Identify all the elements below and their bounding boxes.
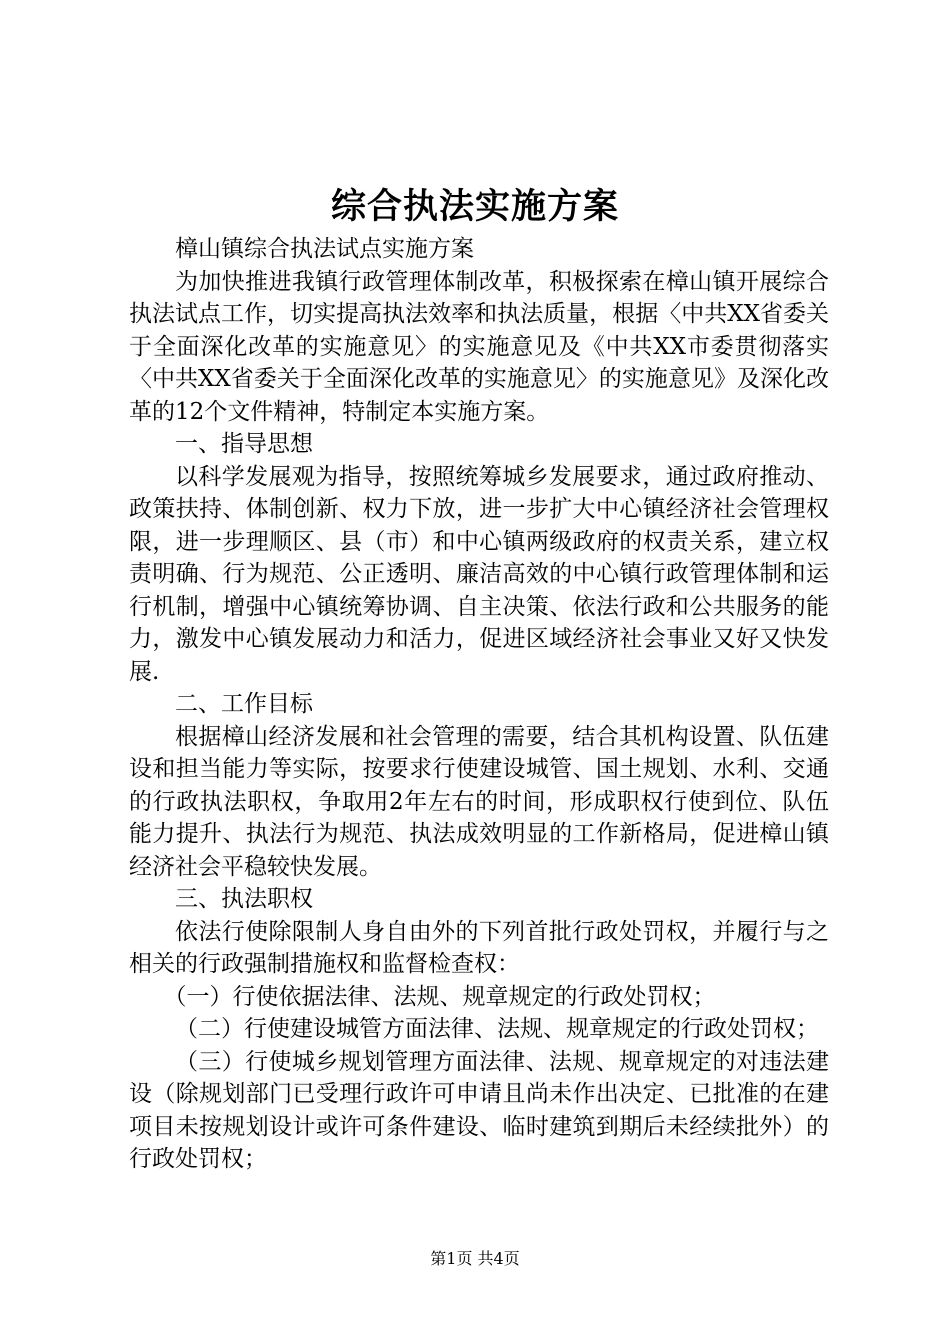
list-item-1: （一）行使依据法律、法规、规章规定的行政处罚权； (163, 983, 716, 1010)
page-footer: 第1页 共4页 (430, 1249, 520, 1268)
intro-paragraph: 为加快推进我镇行政管理体制改革，积极探索在樟山镇开展综合执法试点工作，切实提高执法效率和执法质量，根据〈中共XX省委关于全面深化改革的实施意见〉的实施意见及《中共XX市委贯彻落实〈中共XX省委关于全面深化改革的实施意见〉的实施意见》及深化改革的12个文件精神，特制定本实施方案。 (129, 268, 829, 425)
list-item-3: （三）行使城乡规划管理方面法律、法规、规章规定的对违法建设（除规划部门已受理行政许可申请且尚未作出决定、已批准的在建项目未按规划设计或许可条件建设、临时建筑到期后未经续批外）的行政处罚权； (129, 1048, 829, 1172)
section-heading-enforcement-powers: 三、执法职权 (175, 886, 313, 912)
work-goal-paragraph: 根据樟山经济发展和社会管理的需要，结合其机构设置、队伍建设和担当能力等实际，按要求行使建设城管、国土规划、水利、交通的行政执法职权，争取用2年左右的时间，形成职权行使到位、队伍能力提升、执法行为规范、执法成效明显的工作新格局，促进樟山镇经济社会平稳较快发展。 (129, 723, 829, 880)
section-heading-guiding-thought: 一、指导思想 (175, 431, 313, 457)
document-title: 综合执法实施方案 (330, 186, 619, 227)
section-heading-work-goal: 二、工作目标 (175, 691, 313, 717)
subtitle-paragraph: 樟山镇综合执法试点实施方案 (175, 236, 474, 262)
guiding-thought-paragraph: 以科学发展观为指导，按照统筹城乡发展要求，通过政府推动、政策扶持、体制创新、权力下放，进一步扩大中心镇经济社会管理权限，进一步理顺区、县（市）和中心镇两级政府的权责关系，建立权责明确、行为规范、公正透明、廉洁高效的中心镇行政管理体制和运行机制，增强中心镇统筹协调、自主决策、依法行政和公共服务的能力，激发中心镇发展动力和活力，促进区域经济社会事业又好又快发展. (129, 463, 829, 685)
document-body (129, 233, 829, 1176)
list-item-2: （二）行使建设城管方面法律、法规、规章规定的行政处罚权； (175, 1016, 819, 1042)
enforcement-powers-paragraph: 依法行使除限制人身自由外的下列首批行政处罚权，并履行与之相关的行政强制措施权和监督检查权： (129, 918, 829, 977)
